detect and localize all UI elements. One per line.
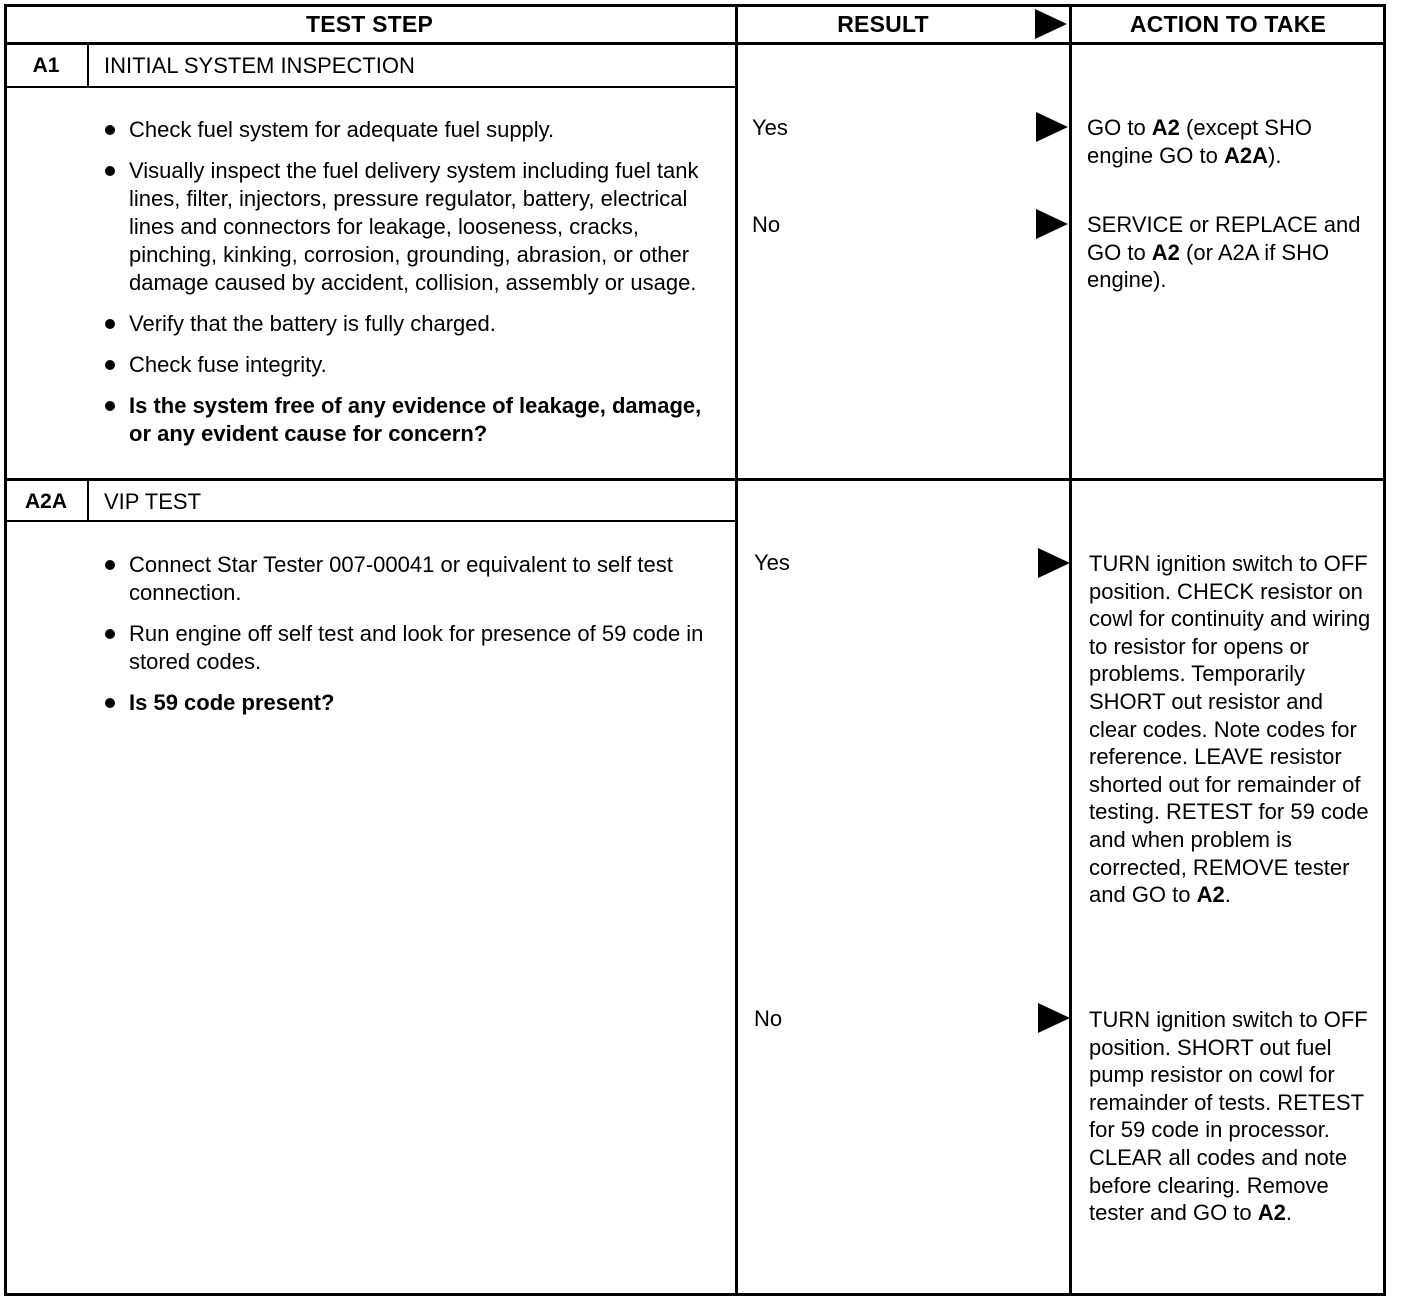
list-item: Visually inspect the fuel delivery system including fuel tank lines, filter, injectors, pressure regulator, battery, electrical lines and connectors for leakage, looseness, cracks, pinching, kinking, corrosion, grounding, abrasion, or other damage caused by accident, collision, assembly or usage. bbox=[103, 157, 713, 297]
action-text: (except SHO engine GO to bbox=[1087, 115, 1312, 168]
arrow-icon bbox=[1036, 209, 1068, 239]
arrow-icon bbox=[1036, 112, 1068, 142]
action-text: . bbox=[1285, 1200, 1292, 1226]
step-ref: A2 bbox=[1151, 239, 1180, 265]
header-result bbox=[738, 6, 1068, 42]
step-a1-id: A1 bbox=[32, 54, 60, 77]
step-a1-action-no bbox=[1087, 211, 1372, 294]
step-divider bbox=[4, 478, 1386, 481]
action-text: SERVICE or REPLACE and GO to bbox=[1087, 212, 1361, 265]
step-a1-action-yes bbox=[1087, 114, 1372, 169]
step-a2a-bullets bbox=[103, 551, 718, 730]
step-a1-question: Is the system free of any evidence of leakage, damage, or any evident cause for concern? bbox=[103, 392, 713, 448]
arrow-icon bbox=[1038, 548, 1070, 578]
list-item: Check fuse integrity. bbox=[103, 351, 713, 379]
step-a2a-id: A2A bbox=[24, 490, 67, 513]
step-a1-title: INITIAL SYSTEM INSPECTION bbox=[104, 53, 415, 78]
arrow-icon bbox=[1038, 1003, 1070, 1033]
step-a1-id-divider bbox=[87, 44, 89, 88]
step-ref: A2A bbox=[1223, 142, 1268, 168]
list-item: Run engine off self test and look for presence of 59 code in stored codes. bbox=[103, 620, 718, 676]
step-ref: A2 bbox=[1196, 882, 1225, 908]
list-item: Verify that the battery is fully charged. bbox=[103, 310, 713, 338]
step-a2a-title-underline bbox=[4, 520, 737, 522]
step-a1-result-no: No bbox=[752, 212, 781, 237]
list-item: Check fuel system for adequate fuel supply. bbox=[103, 116, 713, 144]
header-result-label: RESULT bbox=[837, 10, 929, 37]
header-test-step: TEST STEP bbox=[305, 10, 434, 37]
step-a2a-result-no: No bbox=[754, 1006, 783, 1031]
header-divider bbox=[4, 42, 1386, 45]
step-a2a-id-divider bbox=[87, 480, 89, 522]
step-a2a-action-yes bbox=[1089, 550, 1372, 909]
divider-test-result bbox=[735, 4, 738, 1296]
step-a1-bullets bbox=[103, 116, 713, 461]
step-a2a-question: Is 59 code present? bbox=[103, 689, 718, 717]
step-ref: A2 bbox=[1257, 1200, 1286, 1226]
action-text: ). bbox=[1268, 142, 1282, 168]
step-a2a-result-yes: Yes bbox=[754, 550, 790, 575]
step-a2a-title: VIP TEST bbox=[104, 489, 202, 514]
action-text: GO to bbox=[1087, 115, 1152, 140]
list-item: Connect Star Tester 007-00041 or equivalent to self test connection. bbox=[103, 551, 718, 607]
action-text: TURN ignition switch to OFF position. CHECK resistor on cowl for continuity and wiring to resistor for opens or problems. Temporarily SHORT out resistor and clear codes. Note codes for reference. LEAVE resistor shorted out for remainder of testing. RETEST for 59 code and when problem is corrected, REMOVE tester and GO to bbox=[1089, 551, 1371, 908]
step-a1-title-underline bbox=[4, 86, 737, 88]
step-ref: A2 bbox=[1151, 115, 1180, 140]
action-text: . bbox=[1224, 882, 1231, 908]
header-arrow-icon bbox=[1035, 9, 1067, 39]
step-a2a-action-no bbox=[1089, 1006, 1379, 1227]
action-text: TURN ignition switch to OFF position. SHORT out fuel pump resistor on cowl for remainder of tests. RETEST for 59 code in processor. CLEAR all codes and note before clearing. Remove tester and GO to bbox=[1089, 1007, 1368, 1226]
header-action: ACTION TO TAKE bbox=[1129, 10, 1327, 37]
action-text: (or A2A if SHO engine). bbox=[1087, 239, 1330, 293]
divider-result-action bbox=[1069, 4, 1072, 1296]
step-a1-result-yes: Yes bbox=[752, 115, 788, 140]
